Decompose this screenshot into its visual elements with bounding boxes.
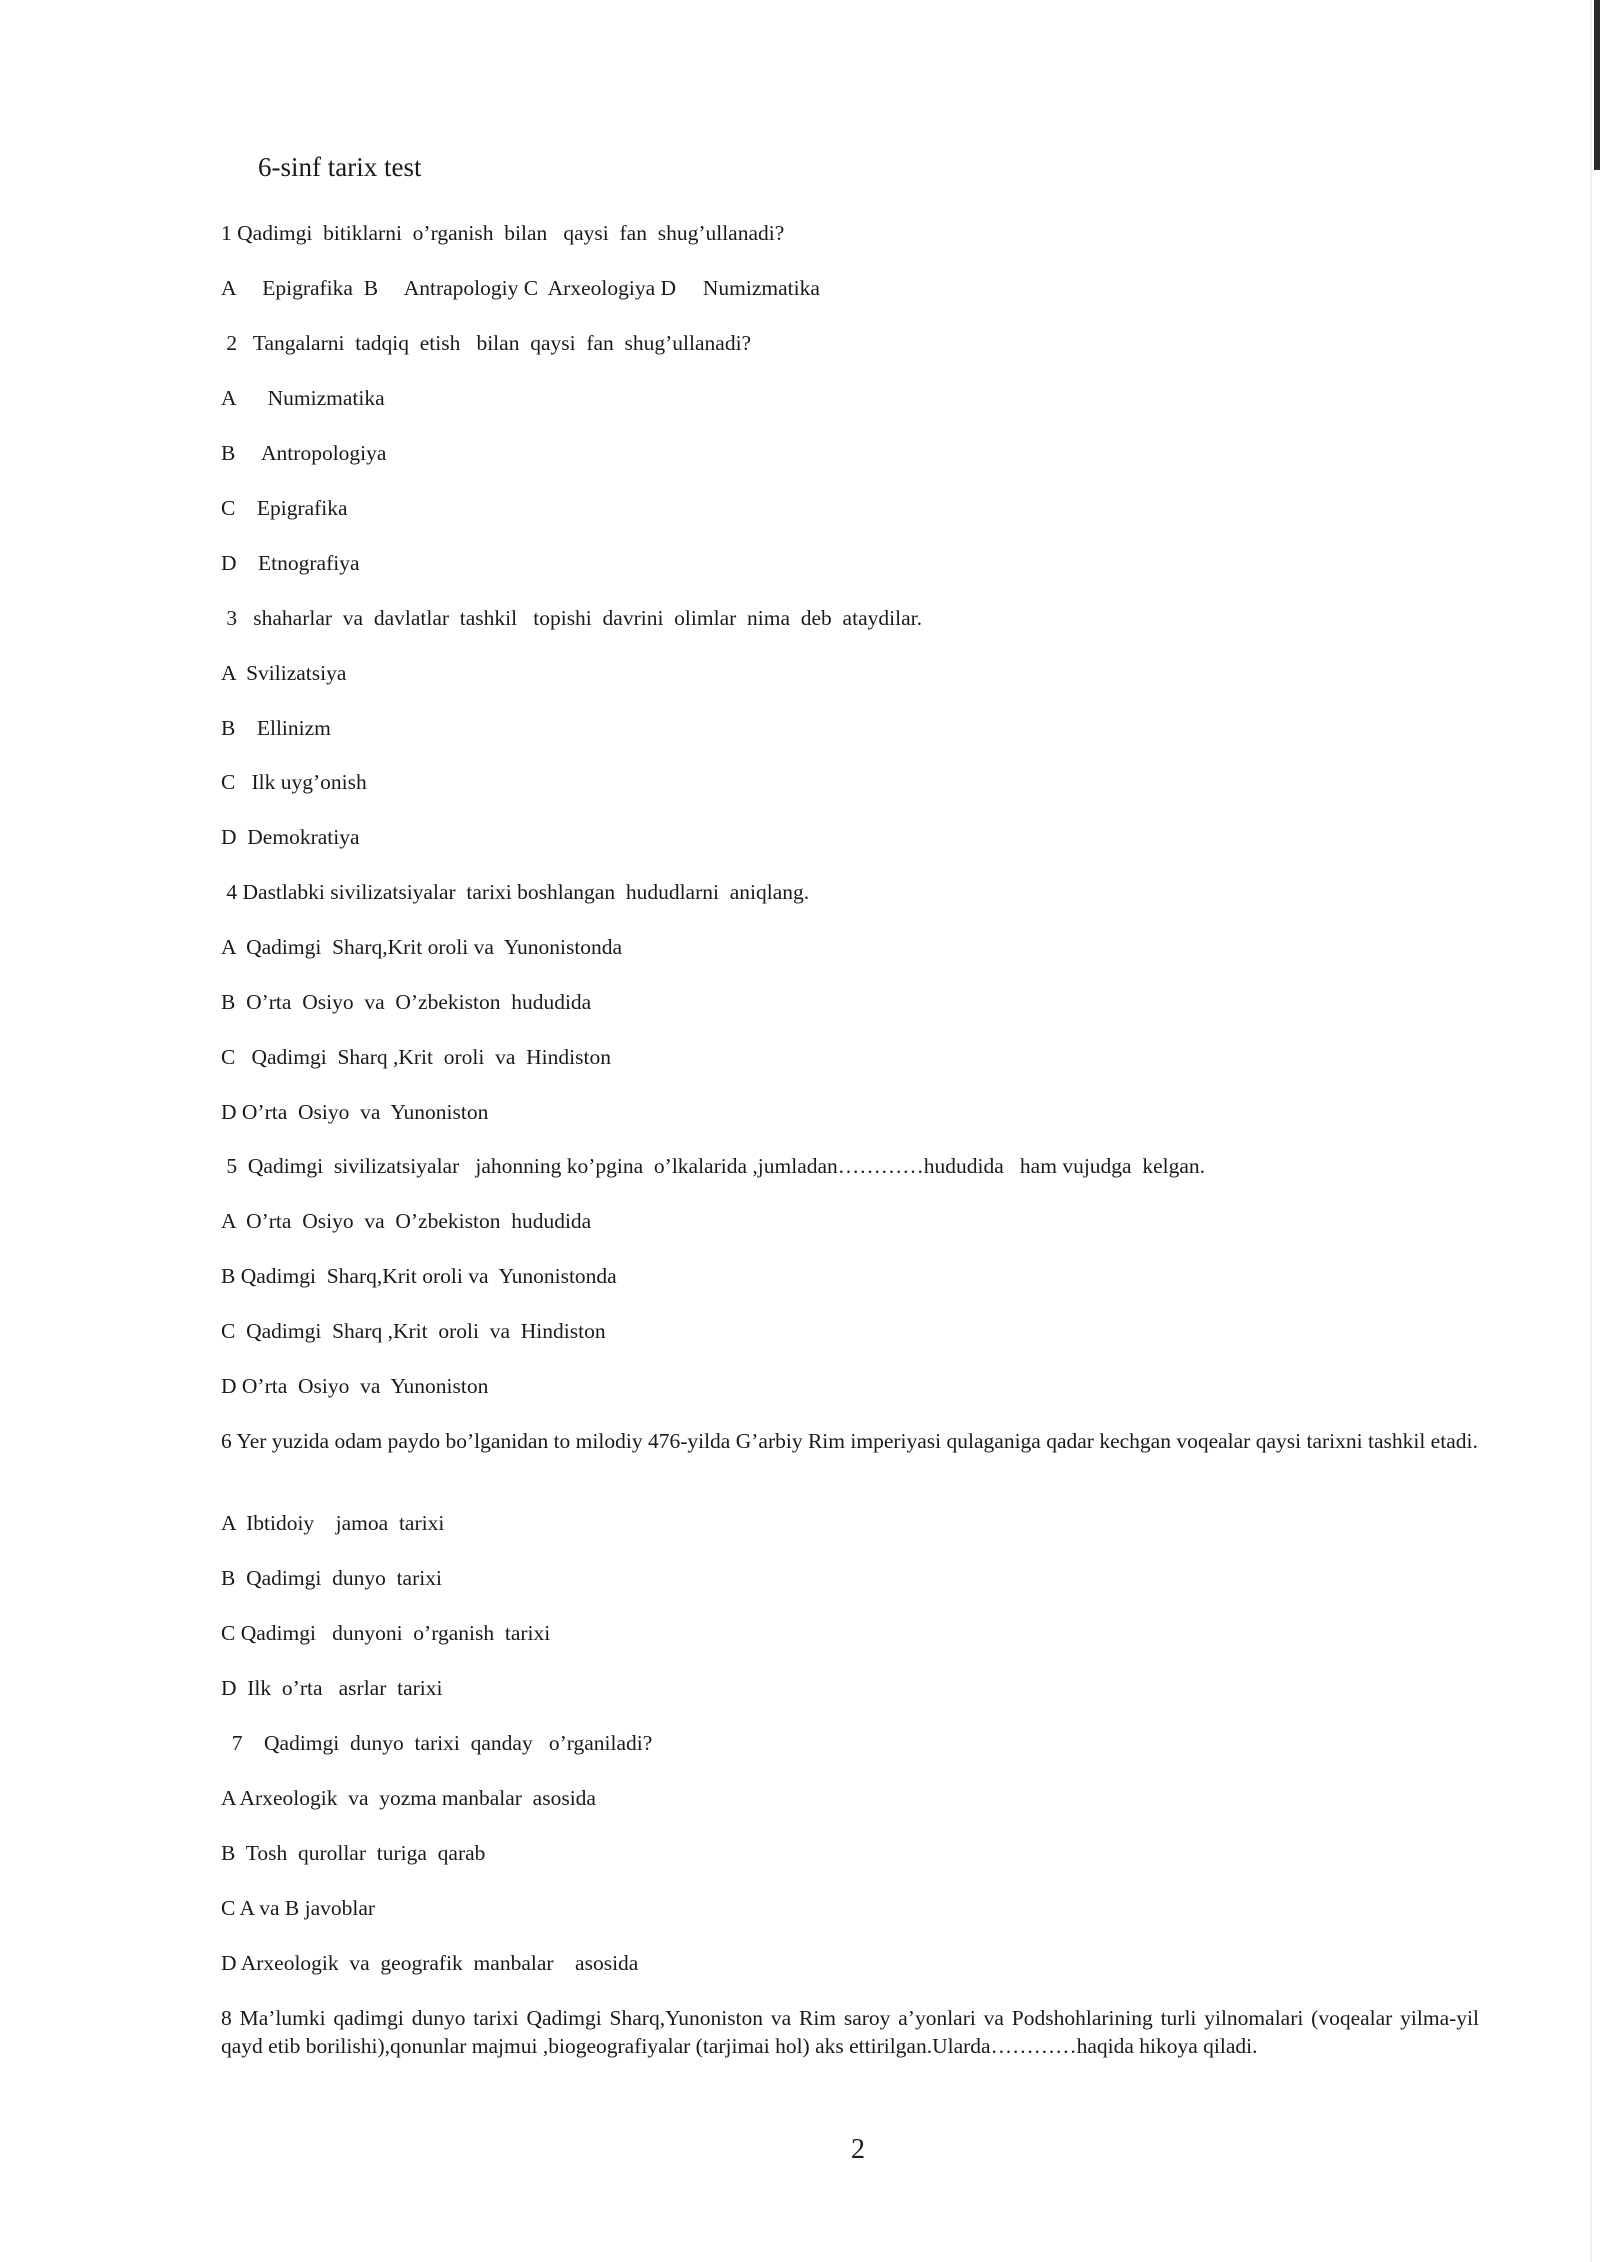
question-4-option-b: B O’rta Osiyo va O’zbekiston hududida <box>221 990 592 1014</box>
question-5-option-b: B Qadimgi Sharq,Krit oroli va Yunonistonda <box>221 1264 617 1288</box>
question-8: 8 Ma’lumki qadimgi dunyo tarixi Qadimgi Sharq,Yunoniston va Rim saroy a’yonlari va Podshohlarining turli yilnomalari (voqealar yilma-yil qayd etib borilishi),qonunlar majmui ,biogeografiyalar (tarjimai hol) aks ettirilgan.Ularda…………haqida hikoya qiladi. <box>221 2006 1479 2058</box>
question-3-option-b: B Ellinizm <box>221 716 331 740</box>
question-7-option-c: C A va B javoblar <box>221 1896 376 1920</box>
question-2-option-a: A Numizmatika <box>221 386 385 410</box>
question-6-option-a: A Ibtidoiy jamoa tarixi <box>221 1511 445 1535</box>
question-2-option-d: D Etnografiya <box>221 551 360 575</box>
question-4-option-c: C Qadimgi Sharq ,Krit oroli va Hindiston <box>221 1045 611 1069</box>
page-edge-mark <box>1594 0 1600 170</box>
question-2-option-c: C Epigrafika <box>221 496 348 520</box>
question-6-option-b: B Qadimgi dunyo tarixi <box>221 1566 442 1590</box>
question-5-option-d: D O’rta Osiyo va Yunoniston <box>221 1374 489 1398</box>
question-6-option-c: C Qadimgi dunyoni o’rganish tarixi <box>221 1621 551 1645</box>
question-2-option-b: B Antropologiya <box>221 441 387 465</box>
question-3-option-d: D Demokratiya <box>221 825 360 849</box>
page-title: 6-sinf tarix test <box>258 152 422 182</box>
question-2: 2 Tangalarni tadqiq etish bilan qaysi fan shug’ullanadi? <box>221 331 752 355</box>
question-4: 4 Dastlabki sivilizatsiyalar tarixi boshlangan hududlarni aniqlang. <box>221 880 810 904</box>
page-number: 2 <box>851 2134 865 2165</box>
question-5-option-a: A O’rta Osiyo va O’zbekiston hududida <box>221 1209 592 1233</box>
question-6-option-d: D Ilk o’rta asrlar tarixi <box>221 1676 443 1700</box>
question-4-option-d: D O’rta Osiyo va Yunoniston <box>221 1100 489 1124</box>
page-edge-shadow <box>1590 0 1592 2262</box>
question-3-option-a: A Svilizatsiya <box>221 661 347 685</box>
question-5-option-c: C Qadimgi Sharq ,Krit oroli va Hindiston <box>221 1319 606 1343</box>
question-4-option-a: A Qadimgi Sharq,Krit oroli va Yunonistonda <box>221 935 623 959</box>
question-1: 1 Qadimgi bitiklarni o’rganish bilan qaysi fan shug’ullanadi? <box>221 221 785 245</box>
question-3-option-c: C Ilk uyg’onish <box>221 770 367 794</box>
question-1-options: A Epigrafika B Antrapologiy C Arxeologiya D Numizmatika <box>221 276 820 300</box>
question-7-option-d: D Arxeologik va geografik manbalar asosida <box>221 1951 639 1975</box>
question-3: 3 shaharlar va davlatlar tashkil topishi davrini olimlar nima deb ataydilar. <box>221 606 922 630</box>
question-7-option-a: A Arxeologik va yozma manbalar asosida <box>221 1786 596 1810</box>
question-7: 7 Qadimgi dunyo tarixi qanday o’rganiladi? <box>221 1731 653 1755</box>
question-7-option-b: B Tosh qurollar turiga qarab <box>221 1841 486 1865</box>
question-5: 5 Qadimgi sivilizatsiyalar jahonning ko’pgina o’lkalarida ,jumladan…………hududida ham vujudga kelgan. <box>221 1154 1206 1178</box>
question-6: 6 Yer yuzida odam paydo bo’lganidan to milodiy 476-yilda G’arbiy Rim imperiyasi qulaganiga qadar kechgan voqealar qaysi tarixni tashkil etadi. <box>221 1429 1478 1453</box>
